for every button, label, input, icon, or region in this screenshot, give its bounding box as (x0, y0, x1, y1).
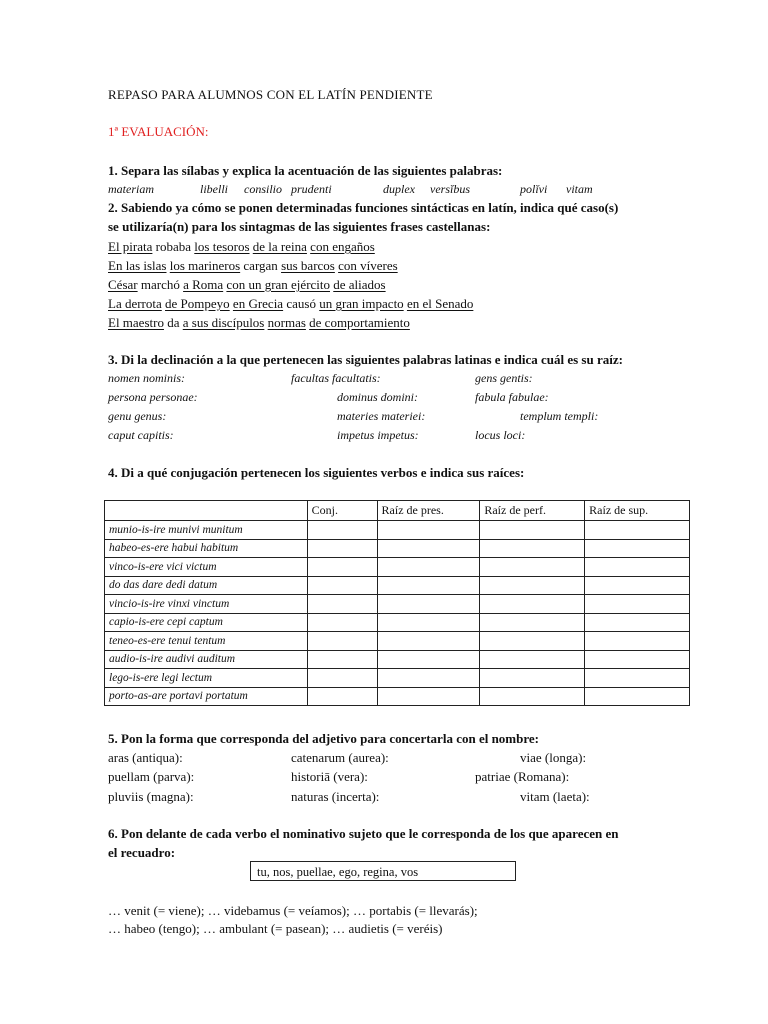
underlined-phrase: en Grecia (232, 296, 284, 311)
underlined-phrase: El pirata (108, 239, 153, 254)
table-header-cell: Raíz de perf. (480, 501, 585, 521)
q5-item: aras (antiqua): (108, 750, 183, 765)
answer-cell[interactable] (585, 576, 690, 595)
q5-item: pluviis (magna): (108, 789, 194, 804)
underlined-phrase: César (108, 277, 138, 292)
underlined-phrase: con un gran ejército (226, 277, 331, 292)
q5-item: naturas (incerta): (291, 789, 380, 804)
answer-cell[interactable] (585, 632, 690, 651)
verb-cell: habeo-es-ere habui habitum (105, 539, 308, 558)
sentence-text: da (163, 315, 183, 330)
sentence-text: cargan (240, 258, 282, 273)
verb-cell: teneo-es-ere tenui tentum (105, 632, 308, 651)
q2-sentence (108, 257, 398, 275)
table-row (105, 613, 690, 632)
table-header-cell: Raíz de sup. (585, 501, 690, 521)
q1-word: prudenti (291, 182, 332, 196)
table-row (105, 558, 690, 577)
q5-item: historiā (vera): (291, 769, 368, 784)
q3-word: fabula fabulae: (475, 390, 549, 404)
verb-cell: lego-is-ere legi lectum (105, 669, 308, 688)
answer-cell[interactable] (480, 632, 585, 651)
q3-word: templum templi: (520, 409, 599, 423)
table-header-row (105, 501, 690, 521)
answer-cell[interactable] (377, 595, 480, 614)
answer-cell[interactable] (307, 632, 377, 651)
answer-cell[interactable] (480, 521, 585, 540)
underlined-phrase: con engaños (310, 239, 375, 254)
q1-word: vitam (566, 182, 593, 196)
underlined-phrase: los marineros (169, 258, 241, 273)
q5-item: puellam (parva): (108, 769, 195, 784)
verb-cell: capio-is-ere cepi captum (105, 613, 308, 632)
answer-cell[interactable] (377, 613, 480, 632)
q2-sentence (108, 314, 410, 332)
underlined-phrase: los tesoros (194, 239, 250, 254)
answer-cell[interactable] (377, 650, 480, 669)
q3-word: dominus domini: (337, 390, 418, 404)
answer-cell[interactable] (307, 558, 377, 577)
q3-word: persona personae: (108, 390, 198, 404)
sentence-text: robaba (152, 239, 195, 254)
verb-cell: munio-is-ire munivi munitum (105, 521, 308, 540)
answer-cell[interactable] (307, 669, 377, 688)
answer-cell[interactable] (377, 558, 480, 577)
table-row (105, 595, 690, 614)
table-row (105, 632, 690, 651)
answer-cell[interactable] (480, 539, 585, 558)
question-3-heading: 3. Di la declinación a la que pertenecen las siguientes palabras latinas e indica cuál es su raíz: (108, 352, 623, 367)
underlined-phrase: en el Senado (406, 296, 474, 311)
answer-cell[interactable] (377, 669, 480, 688)
q3-word: gens gentis: (475, 371, 533, 385)
table-header-cell: Raíz de pres. (377, 501, 480, 521)
question-5-heading: 5. Pon la forma que corresponda del adjetivo para concertarla con el nombre: (108, 731, 539, 746)
answer-cell[interactable] (377, 576, 480, 595)
answer-cell[interactable] (585, 669, 690, 688)
question-4-heading: 4. Di a qué conjugación pertenecen los siguientes verbos e indica sus raíces: (108, 465, 525, 480)
underlined-phrase: El maestro (108, 315, 164, 330)
underlined-phrase: a Roma (183, 277, 224, 292)
verb-cell: do das dare dedi datum (105, 576, 308, 595)
underlined-phrase: sus barcos (281, 258, 335, 273)
question-1-heading: 1. Separa las sílabas y explica la acentuación de las siguientes palabras: (108, 163, 503, 178)
answer-cell[interactable] (377, 632, 480, 651)
question-6-heading-line2: el recuadro: (108, 845, 176, 860)
answer-cell[interactable] (480, 576, 585, 595)
verb-cell: audio-is-ire audivi auditum (105, 650, 308, 669)
answer-cell[interactable] (377, 539, 480, 558)
q6-verbs-line2: … habeo (tengo); … ambulant (= pasean); … audietis (= veréis) (108, 921, 443, 936)
answer-cell[interactable] (585, 650, 690, 669)
underlined-phrase: un gran impacto (319, 296, 404, 311)
table-body (105, 521, 690, 706)
sentence-text: causó (283, 296, 320, 311)
q5-item: vitam (laeta): (520, 789, 590, 804)
answer-cell[interactable] (585, 521, 690, 540)
answer-cell[interactable] (480, 650, 585, 669)
q6-verbs-line1: … venit (= viene); … videbamus (= veíamos); … portabis (= llevarás); (108, 903, 478, 918)
answer-cell[interactable] (307, 687, 377, 706)
question-2-heading-line2: se utilizaría(n) para los sintagmas de las siguientes frases castellanas: (108, 219, 491, 234)
q3-word: nomen nominis: (108, 371, 185, 385)
answer-cell[interactable] (585, 687, 690, 706)
verb-cell: vinco-is-ere vici victum (105, 558, 308, 577)
underlined-phrase: de comportamiento (309, 315, 410, 330)
q1-word: consilio (244, 182, 282, 196)
table-header-cell: Conj. (307, 501, 377, 521)
answer-cell[interactable] (307, 576, 377, 595)
answer-cell[interactable] (307, 650, 377, 669)
q2-sentence (108, 295, 473, 313)
q1-word: polĭvi (520, 182, 548, 196)
underlined-phrase: con víveres (338, 258, 398, 273)
answer-cell[interactable] (307, 539, 377, 558)
verb-cell: porto-as-are portavi portatum (105, 687, 308, 706)
subject-options-box: tu, nos, puellae, ego, regina, vos (250, 861, 516, 881)
q1-word: versĭbus (430, 182, 470, 196)
answer-cell[interactable] (585, 539, 690, 558)
q2-sentence (108, 276, 386, 294)
answer-cell[interactable] (307, 595, 377, 614)
q5-item: viae (longa): (520, 750, 587, 765)
q1-word: duplex (383, 182, 415, 196)
table-row (105, 687, 690, 706)
answer-cell[interactable] (585, 595, 690, 614)
table-row (105, 521, 690, 540)
q5-item: catenarum (aurea): (291, 750, 389, 765)
underlined-phrase: normas (267, 315, 306, 330)
answer-cell[interactable] (480, 595, 585, 614)
table-row (105, 650, 690, 669)
q3-word: genu genus: (108, 409, 167, 423)
q5-item: patriae (Romana): (475, 769, 570, 784)
q3-word: caput capitis: (108, 428, 174, 442)
table-row (105, 669, 690, 688)
question-2-heading-line1: 2. Sabiendo ya cómo se ponen determinadas funciones sintácticas en latín, indica qué caso(s) (108, 200, 619, 215)
page-title: REPASO PARA ALUMNOS CON EL LATÍN PENDIENTE (108, 87, 433, 102)
answer-cell[interactable] (585, 613, 690, 632)
sentence-text: marchó (137, 277, 184, 292)
underlined-phrase: En las islas (108, 258, 167, 273)
q3-word: impetus impetus: (337, 428, 419, 442)
answer-cell[interactable] (480, 613, 585, 632)
evaluation-heading: 1ª EVALUACIÓN: (108, 124, 209, 139)
q3-word: locus loci: (475, 428, 526, 442)
answer-cell[interactable] (585, 558, 690, 577)
answer-cell[interactable] (480, 687, 585, 706)
underlined-phrase: de Pompeyo (165, 296, 230, 311)
underlined-phrase: de la reina (252, 239, 307, 254)
question-6-heading-line1: 6. Pon delante de cada verbo el nominativo sujeto que le corresponda de los que aparecen en (108, 826, 619, 841)
table-row (105, 539, 690, 558)
answer-cell[interactable] (307, 613, 377, 632)
verb-cell: vincio-is-ire vinxi vinctum (105, 595, 308, 614)
answer-cell[interactable] (480, 669, 585, 688)
q1-word: libelli (200, 182, 228, 196)
table-row (105, 576, 690, 595)
q2-sentence (108, 238, 375, 256)
underlined-phrase: de aliados (333, 277, 386, 292)
table-header-blank (105, 501, 308, 521)
answer-cell[interactable] (377, 687, 480, 706)
answer-cell[interactable] (307, 521, 377, 540)
q3-word: materies materiei: (337, 409, 426, 423)
answer-cell[interactable] (377, 521, 480, 540)
q3-word: facultas facultatis: (291, 371, 381, 385)
q1-word: materiam (108, 182, 154, 196)
answer-cell[interactable] (480, 558, 585, 577)
conjugation-table (104, 500, 690, 706)
underlined-phrase: La derrota (108, 296, 162, 311)
underlined-phrase: a sus discípulos (182, 315, 265, 330)
